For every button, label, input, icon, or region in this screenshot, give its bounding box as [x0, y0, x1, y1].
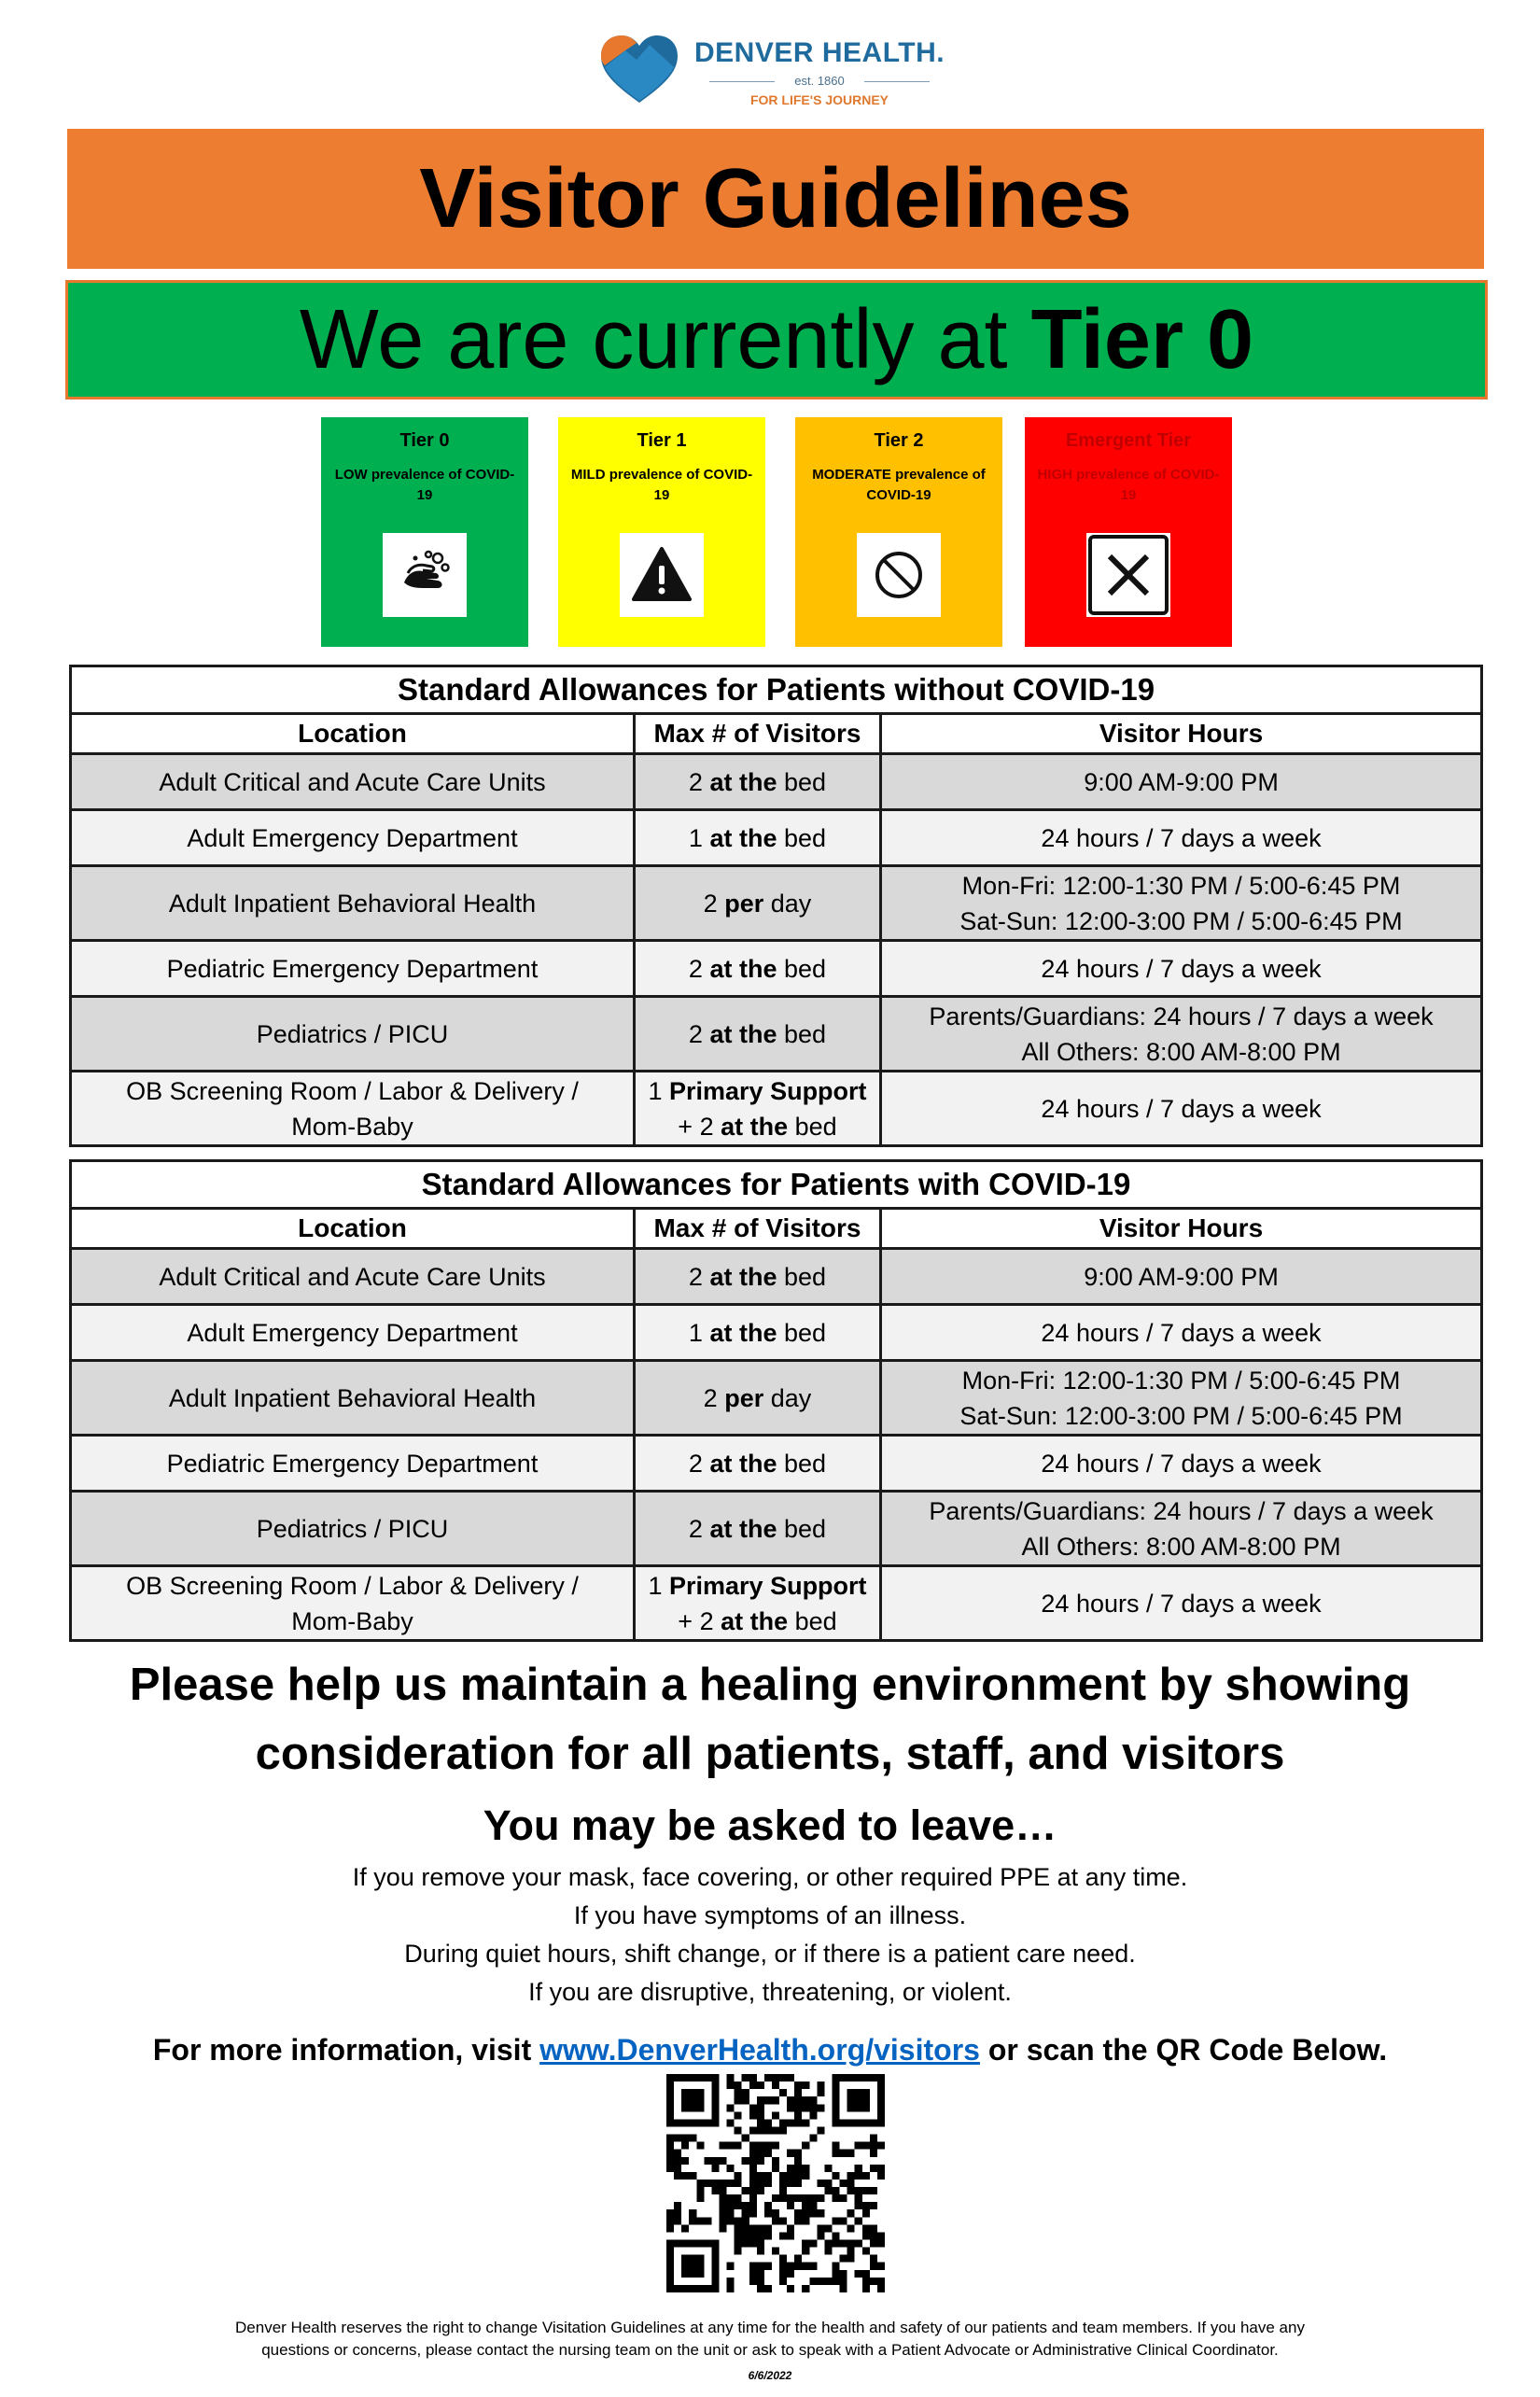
- appeal-line-2: consideration for all patients, staff, and visitors: [255, 1729, 1285, 1779]
- visitor-hours-cell: [881, 810, 1482, 866]
- table-row: [71, 810, 1482, 866]
- warning-icon: [632, 545, 692, 605]
- tier-description: HIGH prevalence of COVID-19: [1037, 467, 1220, 503]
- hours-line: 9:00 AM-9:00 PM: [1084, 767, 1279, 796]
- visitor-hours-cell: [881, 1492, 1482, 1566]
- table-title: Standard Allowances for Patients with COVID-19: [71, 1161, 1482, 1209]
- prohibited-icon: [871, 547, 927, 603]
- hours-line: Mon-Fri: 12:00-1:30 PM / 5:00-6:45 PM: [961, 1366, 1401, 1395]
- logo-tagline: FOR LIFE'S JOURNEY: [749, 92, 889, 107]
- close-box-icon: [1087, 534, 1169, 616]
- tier-card-0: [321, 417, 528, 647]
- visitor-hours-cell: [881, 941, 1482, 997]
- hours-line: 9:00 AM-9:00 PM: [1084, 1262, 1279, 1291]
- column-header-hours: Visitor Hours: [881, 1209, 1482, 1249]
- leave-reason: If you remove your mask, face covering, or other required PPE at any time.: [352, 1863, 1188, 1891]
- hours-line: Parents/Guardians: 24 hours / 7 days a week: [929, 1496, 1434, 1525]
- visitors-line: + 2 at the bed: [678, 1606, 837, 1635]
- location-line: Mom-Baby: [291, 1112, 413, 1141]
- tier-name: Tier 0: [399, 430, 450, 451]
- tier-description: MODERATE prevalence of COVID-19: [812, 467, 986, 503]
- table-title: Standard Allowances for Patients without COVID-19: [71, 666, 1482, 714]
- visitor-hours-cell: [881, 754, 1482, 810]
- appeal-line-1: Please help us maintain a healing environment by showing: [129, 1660, 1411, 1710]
- max-visitors-cell: [635, 1566, 881, 1641]
- max-visitors-cell: 2 at the bed: [635, 997, 881, 1072]
- max-visitors-cell: 2 at the bed: [635, 1492, 881, 1566]
- table-row: [71, 997, 1482, 1072]
- logo-brand: DENVER HEALTH.: [694, 37, 945, 68]
- tier-description: MILD prevalence of COVID-19: [570, 467, 753, 503]
- hours-line: Sat-Sun: 12:00-3:00 PM / 5:00-6:45 PM: [959, 1401, 1403, 1430]
- tier-card-1: [558, 417, 765, 647]
- location-cell: Adult Critical and Acute Care Units: [71, 754, 635, 810]
- location-cell: Adult Emergency Department: [71, 810, 635, 866]
- page-title: Visitor Guidelines: [419, 151, 1132, 245]
- location-cell: Pediatric Emergency Department: [71, 1436, 635, 1492]
- location-cell: Pediatric Emergency Department: [71, 941, 635, 997]
- table-row: [71, 1305, 1482, 1361]
- location-line: OB Screening Room / Labor & Delivery /: [126, 1076, 579, 1105]
- current-tier-value: Tier 0: [1030, 292, 1254, 386]
- location-cell: Adult Inpatient Behavioral Health: [71, 1361, 635, 1436]
- visitors-line: + 2 at the bed: [678, 1112, 837, 1141]
- visitor-hours-cell: [881, 1305, 1482, 1361]
- table-row: [71, 941, 1482, 997]
- hours-line: Sat-Sun: 12:00-3:00 PM / 5:00-6:45 PM: [959, 906, 1403, 935]
- max-visitors-cell: 2 at the bed: [635, 941, 881, 997]
- disclaimer-line-2: questions or concerns, please contact the nursing team on the unit or ask to speak with a Patient Advocate or Administrative Clinical Coordinator.: [261, 2341, 1279, 2359]
- heart-mountain-icon: [597, 32, 681, 106]
- max-visitors-cell: 1 at the bed: [635, 810, 881, 866]
- table-row: [71, 1436, 1482, 1492]
- denver-health-logo: [597, 32, 952, 110]
- hours-line: All Others: 8:00 AM-8:00 PM: [1021, 1037, 1341, 1066]
- visitor-hours-cell: [881, 1249, 1482, 1305]
- leave-reason: If you have symptoms of an illness.: [573, 1901, 967, 1929]
- hours-line: 24 hours / 7 days a week: [1041, 823, 1322, 852]
- allowances-table-without-covid: [69, 665, 1483, 1147]
- location-line: OB Screening Room / Labor & Delivery /: [126, 1571, 579, 1600]
- table-row: [71, 1361, 1482, 1436]
- visitors-link[interactable]: www.DenverHealth.org/visitors: [539, 2033, 980, 2067]
- hours-line: Mon-Fri: 12:00-1:30 PM / 5:00-6:45 PM: [961, 871, 1401, 900]
- tier-name: Tier 1: [637, 430, 687, 451]
- max-visitors-cell: 2 at the bed: [635, 1436, 881, 1492]
- current-tier-prefix: We are currently at: [299, 292, 1008, 386]
- logo-established: est. 1860: [794, 74, 845, 88]
- date-stamp: 6/6/2022: [748, 2369, 792, 2382]
- table-row: [71, 866, 1482, 941]
- tier-card-2: [795, 417, 1002, 647]
- column-header-visitors: Max # of Visitors: [635, 1209, 881, 1249]
- location-cell: [71, 1072, 635, 1146]
- location-cell: Pediatrics / PICU: [71, 997, 635, 1072]
- hours-line: 24 hours / 7 days a week: [1041, 1318, 1322, 1347]
- column-header-visitors: Max # of Visitors: [635, 714, 881, 754]
- leave-reason: During quiet hours, shift change, or if there is a patient care need.: [404, 1940, 1136, 1968]
- more-info-prefix: For more information, visit: [152, 2033, 532, 2067]
- visitor-hours-cell: [881, 1436, 1482, 1492]
- current-tier-banner: [65, 280, 1488, 400]
- hours-line: 24 hours / 7 days a week: [1041, 1094, 1322, 1123]
- max-visitors-cell: [635, 1072, 881, 1146]
- leave-heading: You may be asked to leave…: [483, 1801, 1057, 1849]
- hours-line: 24 hours / 7 days a week: [1041, 1449, 1322, 1478]
- more-info-suffix: or scan the QR Code Below.: [987, 2033, 1388, 2067]
- visitor-hours-cell: [881, 1361, 1482, 1436]
- location-cell: Pediatrics / PICU: [71, 1492, 635, 1566]
- table-row: [71, 1072, 1482, 1146]
- hours-line: 24 hours / 7 days a week: [1041, 1589, 1322, 1618]
- disclaimer-line-1: Denver Health reserves the right to change Visitation Guidelines at any time for the health and safety of our patients and team members. If you have any: [235, 2319, 1305, 2336]
- more-info: [0, 2033, 1540, 2068]
- location-cell: Adult Inpatient Behavioral Health: [71, 866, 635, 941]
- hand-washing-icon: [395, 545, 455, 605]
- visitor-hours-cell: [881, 866, 1482, 941]
- max-visitors-cell: 2 per day: [635, 1361, 881, 1436]
- table-row: [71, 1492, 1482, 1566]
- visitor-hours-cell: [881, 997, 1482, 1072]
- tier-name: Emergent Tier: [1065, 430, 1192, 451]
- leave-reason: If you are disruptive, threatening, or violent.: [528, 1978, 1012, 2006]
- table-row: [71, 754, 1482, 810]
- max-visitors-cell: 1 at the bed: [635, 1305, 881, 1361]
- disclaimer: [112, 2317, 1428, 2362]
- hours-line: 24 hours / 7 days a week: [1041, 954, 1322, 983]
- location-cell: Adult Emergency Department: [71, 1305, 635, 1361]
- tier-description: LOW prevalence of COVID-19: [334, 467, 515, 503]
- column-header-hours: Visitor Hours: [881, 714, 1482, 754]
- max-visitors-cell: 2 at the bed: [635, 754, 881, 810]
- tier-card-3: [1025, 417, 1232, 647]
- max-visitors-cell: 2 at the bed: [635, 1249, 881, 1305]
- table-row: [71, 1566, 1482, 1641]
- location-cell: [71, 1566, 635, 1641]
- tier-name: Tier 2: [874, 430, 924, 451]
- qr-code-icon[interactable]: [666, 2074, 885, 2292]
- location-cell: Adult Critical and Acute Care Units: [71, 1249, 635, 1305]
- visitor-hours-cell: [881, 1566, 1482, 1641]
- visitors-line: 1 Primary Support: [648, 1571, 867, 1600]
- allowances-table-with-covid: [69, 1159, 1483, 1642]
- title-banner: [67, 129, 1484, 269]
- visitors-line: 1 Primary Support: [648, 1076, 867, 1105]
- column-header-location: Location: [71, 714, 635, 754]
- table-row: [71, 1249, 1482, 1305]
- appeal-message: [0, 1650, 1540, 1788]
- hours-line: All Others: 8:00 AM-8:00 PM: [1021, 1532, 1341, 1561]
- column-header-location: Location: [71, 1209, 635, 1249]
- location-line: Mom-Baby: [291, 1606, 413, 1635]
- hours-line: Parents/Guardians: 24 hours / 7 days a week: [929, 1002, 1434, 1030]
- visitor-hours-cell: [881, 1072, 1482, 1146]
- max-visitors-cell: 2 per day: [635, 866, 881, 941]
